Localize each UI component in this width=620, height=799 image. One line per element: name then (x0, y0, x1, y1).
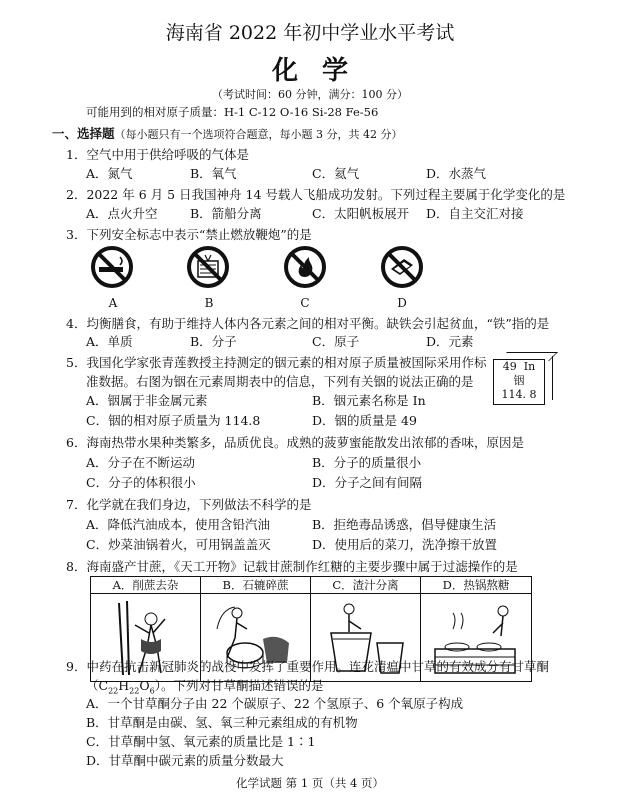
section-note: （每小题只有一个选项符合题意，每小题 3 分，共 42 分） (114, 128, 403, 141)
q2-option-b: B．箭船分离 (190, 206, 262, 221)
atomic-masses: 可能用到的相对原子质量：H-1 C-12 O-16 Si-28 Fe-56 (86, 105, 379, 119)
q5-option-c: C．铟的相对原子质量为 114.8 (86, 413, 261, 428)
no-firecrackers-sign-icon (186, 245, 230, 289)
q1-option-a: A．氮气 (86, 166, 133, 181)
q6-stem: 6．海南热带水果种类繁多，品质优良。成熟的菠萝蜜能散发出浓郁的香味，原因是 (66, 435, 524, 450)
q9-option-a: A．一个甘草酮分子由 22 个碳原子、22 个氢原子、6 个氧原子构成 (86, 696, 464, 711)
page-footer: 化学试题 第 1 页（共 4 页） (236, 776, 384, 790)
process-step-c-label: C．渣汁分离 (311, 577, 420, 594)
q2-option-a: A．点火升空 (86, 206, 158, 221)
q6-option-b: B．分子的质量很小 (312, 455, 422, 470)
q3-label-b: B (204, 296, 214, 310)
q9-option-d: D．甘草酮中碳元素的质量分数最大 (86, 753, 284, 768)
element-number-symbol: 49 In (502, 360, 536, 373)
q4-option-b: B．分子 (190, 334, 237, 349)
q5-option-b: B．铟元素名称是 In (312, 393, 426, 408)
q9-option-c: C．甘草酮中氢、氧元素的质量比是 1∶1 (86, 734, 316, 749)
q3-label-a: A (108, 296, 118, 310)
q4-option-c: C．原子 (312, 334, 360, 349)
q5-stem-line2: 准数据。右图为铟在元素周期表中的信息，下列有关铟的说法正确的是 (86, 374, 474, 389)
q7-option-d: D．使用后的菜刀，洗净擦干放置 (312, 537, 498, 552)
q2-stem: 2．2022 年 6 月 5 日我国神舟 14 号载人飞船成功发射。下列过程主要属于化学变化的是 (66, 187, 566, 202)
process-step-b-label: B．石辘碎蔗 (201, 577, 310, 594)
q9-option-b: B．甘草酮是由碳、氢、氧三种元素组成的有机物 (86, 715, 358, 730)
q5-option-a: A．铟属于非金属元素 (86, 393, 208, 408)
q8-stem: 8．海南盛产甘蔗，《天工开物》记载甘蔗制作红糖的主要步骤中属于过滤操作的是 (66, 559, 518, 574)
q1-stem: 1．空气中用于供给呼吸的气体是 (66, 147, 249, 162)
q3-stem: 3．下列安全标志中表示“禁止燃放鞭炮”的是 (66, 227, 312, 242)
q3-label-c: C (300, 296, 310, 310)
q1-option-d: D．水蒸气 (426, 166, 487, 181)
subject-title: 化学 (271, 56, 372, 86)
q2-option-d: D．自主交汇对接 (426, 206, 524, 221)
q9-stem-line1: 9．中药在抗击新冠肺炎的战役中发挥了重要作用。连花清瘟中甘草的有效成分有甘草酮 (66, 659, 549, 674)
exam-info: （考试时间：60 分钟，满分：100 分） (212, 88, 408, 101)
q5-stem-line1: 5．我国化学家张青莲教授主持测定的铟元素的相对原子质量被国际采用作标 (66, 355, 487, 370)
section-heading (52, 124, 403, 142)
q1-option-b: B．氧气 (190, 166, 237, 181)
q1-option-c: C．氦气 (312, 166, 360, 181)
indium-element-cell (493, 359, 545, 405)
q7-option-b: B．拒绝毒品诱惑，倡导健康生活 (312, 517, 497, 532)
q3-label-d: D (397, 296, 407, 310)
q6-option-c: C．分子的体积很小 (86, 475, 196, 490)
q7-option-c: C．炒菜油锅着火，可用锅盖盖灭 (86, 537, 271, 552)
process-step-a-label: A．削蔗去杂 (91, 577, 200, 594)
q7-option-a: A．降低汽油成本，使用含铅汽油 (86, 517, 271, 532)
no-smoking-sign-icon (90, 245, 134, 289)
q6-option-a: A．分子在不断运动 (86, 455, 196, 470)
q4-option-a: A．单质 (86, 334, 133, 349)
exam-title: 海南省 2022 年初中学业水平考试 (165, 22, 455, 44)
q4-option-d: D．元素 (426, 334, 474, 349)
no-open-flame-sign-icon (283, 245, 327, 289)
q5-option-d: D．铟的质量是 49 (312, 413, 417, 428)
q9-stem-line2: $(C_{22}H_{22}O_6)$。下列对甘草酮描述错误的是 (86, 678, 324, 696)
q4-stem: 4．均衡膳食，有助于维持人体内各元素之间的相对平衡。缺铁会引起贫血，“铁”指的是 (66, 316, 550, 331)
section-title: 一、选择题 (52, 126, 115, 141)
element-mass: 114. 8 (501, 388, 537, 401)
q7-stem: 7．化学就在我们身边，下列做法不科学的是 (66, 497, 312, 512)
process-step-d-label: D．热锅熬糖 (421, 577, 531, 594)
element-name: 铟 (513, 374, 525, 387)
q6-option-d: D．分子之间有间隔 (312, 475, 423, 490)
no-burning-sign-icon (380, 245, 424, 289)
q2-option-c: C．太阳帆板展开 (312, 206, 410, 221)
